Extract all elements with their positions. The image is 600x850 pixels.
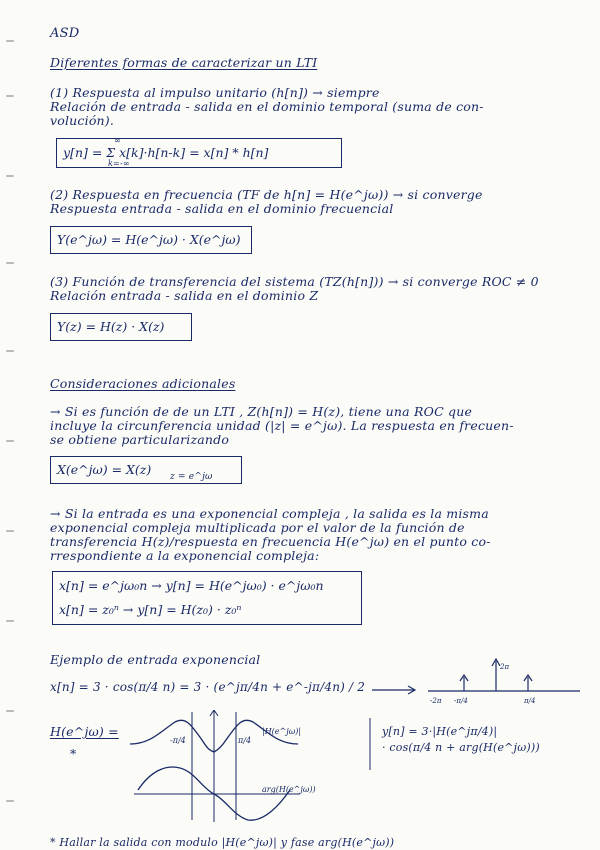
text-line: incluye la circunferencia unidad (|z| = e^jω). La respuesta en frecuen-: [50, 418, 514, 433]
plot-tick: π/4: [238, 736, 252, 745]
result-line: · cos(π/4 n + arg(H(e^jω))): [382, 741, 540, 754]
star-mark: *: [70, 746, 77, 761]
spectrum-label: -π/4: [454, 697, 468, 705]
formula-subscript: z = e^jω: [170, 472, 213, 482]
margin-mark: [6, 710, 14, 712]
sum-lower-limit: k=-∞: [108, 159, 130, 168]
plot-tick: -π/4: [170, 736, 186, 745]
spectrum-sketch: [368, 655, 588, 717]
text-line: transferencia H(z)/respuesta en frecuencia H(e^jω) en el punto co-: [50, 534, 491, 549]
spectrum-label: 2π: [500, 663, 510, 671]
margin-mark: [6, 800, 14, 802]
margin-mark: [6, 530, 14, 532]
text-line: (2) Respuesta en frecuencia (TF de h[n] = H(e^jω)) → si converge: [50, 187, 483, 202]
sum-upper-limit: ∞: [114, 136, 121, 145]
text-line: (1) Respuesta al impulso unitario (h[n]) → siempre: [50, 85, 380, 100]
result-line: y[n] = 3·|H(e^jπ/4)|: [382, 725, 498, 738]
formula-box: [50, 456, 242, 484]
text-line: rrespondiente a la exponencial compleja:: [50, 548, 320, 563]
formula: x[n] = e^jω₀n → y[n] = H(e^jω₀) · e^jω₀n: [59, 578, 324, 593]
section-heading: Consideraciones adicionales: [50, 376, 236, 391]
formula-box: [52, 571, 362, 625]
text-line: Respuesta entrada - salida en el dominio frecuencial: [50, 201, 394, 216]
margin-mark: [6, 175, 14, 177]
section-heading: Diferentes formas de caracterizar un LTI: [50, 55, 318, 70]
text-line: → Si la entrada es una exponencial compleja , la salida es la misma: [50, 506, 489, 521]
margin-mark: [6, 620, 14, 622]
formula: Y(z) = H(z) · X(z): [57, 319, 165, 334]
text-line: (3) Función de transferencia del sistema (TZ(h[n])) → si converge ROC ≠ 0: [50, 274, 539, 289]
spectrum-label: -2π: [430, 697, 442, 705]
text-line: se obtiene particularizando: [50, 432, 230, 447]
example-heading: Ejemplo de entrada exponencial: [50, 652, 261, 667]
text-line: exponencial compleja multiplicada por el valor de la función de: [50, 520, 465, 535]
text-line: → Si es función de de un LTI , Z(h[n]) = H(z), tiene una ROC que: [50, 404, 473, 419]
page-title: ASD: [50, 26, 80, 41]
margin-mark: [6, 350, 14, 352]
text-line: Relación de entrada - salida en el dominio temporal (suma de con-: [50, 99, 484, 114]
example-equation: x[n] = 3 · cos(π/4 n) = 3 · (e^jπ/4n + e^-jπ/4n) / 2: [50, 680, 366, 694]
formula-box: [50, 226, 252, 254]
margin-mark: [6, 440, 14, 442]
formula: Y(e^jω) = H(e^jω) · X(e^jω): [57, 232, 241, 247]
H-label: H(e^jω) =: [50, 724, 119, 739]
formula: X(e^jω) = X(z): [57, 462, 152, 477]
margin-mark: [6, 262, 14, 264]
spectrum-label: π/4: [524, 697, 536, 705]
phase-label: arg(H(e^jω)): [262, 785, 316, 794]
formula: x[n] = z₀ⁿ → y[n] = H(z₀) · z₀ⁿ: [59, 602, 242, 617]
footer-note: * Hallar la salida con modulo |H(e^jω)| y fase arg(H(e^jω)): [50, 836, 395, 849]
magnitude-label: |H(e^jω)|: [262, 727, 302, 736]
frequency-response-plot: [120, 710, 380, 830]
formula-box: [56, 138, 342, 168]
text-line: volución).: [50, 113, 115, 128]
formula-box: [50, 313, 192, 341]
formula: y[n] = Σ x[k]·h[n-k] = x[n] * h[n]: [63, 145, 269, 160]
margin-mark: [6, 40, 14, 42]
text-line: Relación entrada - salida en el dominio Z: [50, 288, 319, 303]
margin-mark: [6, 95, 14, 97]
